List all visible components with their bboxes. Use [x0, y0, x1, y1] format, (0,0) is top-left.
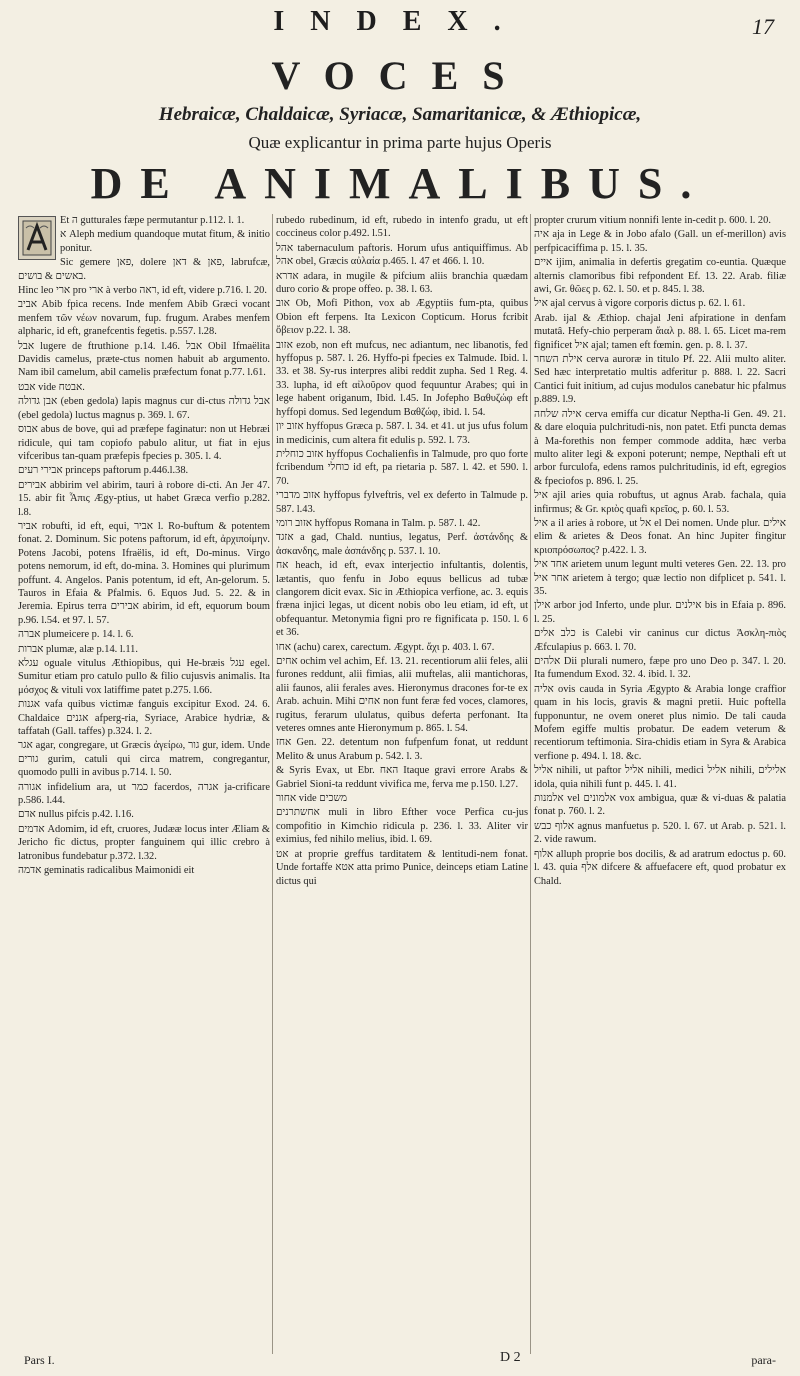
entry-list-right: [534, 214, 786, 888]
section-title: DE ANIMALIBUS.: [90, 159, 710, 208]
entry-list-left: [18, 214, 270, 878]
dictionary-entry: אבן גדולה (eben gedola) lapis magnus cur di-ctus אבל גדולה (ebel gedola) luctus magnus p. 369. l. 67.: [18, 396, 270, 421]
dictionary-entry: אחור vide משכים: [276, 793, 348, 805]
dictionary-entry: אדמה geminatis radicalibus Maimonidi eit: [18, 865, 195, 877]
entry-list-middle: [276, 214, 528, 888]
dictionary-entry: אגנות vafa quibus victimæ fanguis excipitur Exod. 24. 6. Chaldaice אגנים afperg-ria, Syriace, Arabice hydriæ, & taffatah (Gall. taffes) p.324. l. 2.: [18, 699, 270, 738]
dictionary-entry: אח heach, id eft, evax interjectio infultantis, dolentis, lætantis, quo fenfu in Jobo equus bellicus ad tubæ clangorem dicit evax. Sic in Æthiopica verfione, ac. 3. equis fræna injici legas, ut dicent nobis obo leu etiam, id eft, ut obfequantur. Metonymia figni pro re fignificata p. 150. l. 6 et 36.: [276, 560, 528, 639]
dictionary-entry: אחד איל arietem unum legunt multi veteres Gen. 22. 13. pro אחר איל arietem à tergo; quæ lectio non difplicet p. 541. l. 35.: [534, 559, 786, 597]
dictionary-entry: אברות plumæ, alæ p.14. l.11.: [18, 643, 138, 655]
dictionary-entry: אברה plumeicere p. 14. l. 6.: [18, 629, 134, 641]
dictionary-entry: אביב Abib fpica recens. Inde menfem Abib Græci vocant menfem τῶν νέων novarum, fup. frugum. Arabes menfem alpharic, id eft, granefcentis fegetis. p.557. l.28.: [18, 299, 270, 338]
dictionary-entry: אהל tabernaculum paftoris. Horum ufus antiquiffimus. Ab אהל obel, Græcis αὐλαία p.465. l. 47 et 466. l. 10.: [276, 242, 528, 268]
dictionary-entry: אזוב ezob, non eft mufcus, nec adiantum, nec libanotis, fed hyffopus p. 587. l. 26. Hyffo-pi fpecies ex Talmude. Ibid. l. 33. et 38. Sy-rus interpres alibi reddit zupha. Sed 1 Reg. 4. 33. lupha, id eft αἰλοῦρον quod fequuntur Arabes; qui in lege habent origanum, Ibid. l.45. In Jofepho Βαθυζώφ eft hyffopi domus. Sed legendum Βαθζώφ, ibid. l. 54.: [276, 339, 528, 418]
dictionary-entry: Et ה gutturales fæpe permutantur p.112. l. 1.: [60, 215, 245, 226]
heading-languages: Hebraicæ, Chaldaicæ, Syriacæ, Samaritanicæ, & Æthiopicæ,: [158, 104, 642, 125]
dictionary-entry: אליל nihili, ut paftor אליל nihili, medici אליל nihili, אלילים idola, quia nihili funt p. 445. l. 41.: [534, 765, 786, 790]
dictionary-entry: propter crurum vitium nonnifi lente in-cedit p. 600. l. 20.: [534, 215, 771, 226]
dictionary-entry: איל ajal cervus à vigore corporis dictus p. 62. l. 61.: [534, 298, 746, 310]
dictionary-entry: Arab. ijal & Æthiop. chajal Jeni afpiratione in denfam mutatâ. Hefy-chio perperam ἄιαλ p. 88. l. 65. Licet ma-rem fignificet איל ajal; tamen eft fœmin. gen. p. 8. l. 37.: [534, 312, 786, 351]
dictionary-entry: אזגד a gad, Chald. nuntius, legatus, Perf. ἀστάνδης & ἀσκανδης, male ἀσπάνδης p. 537. l. 10.: [276, 532, 528, 557]
dictionary-entry: Sic gemere פאן, dolere פאן & דאן, labrufcæ, באשים & בושים.: [18, 257, 270, 282]
dictionary-entry: אבירי רעים princeps paftorum p.446.l.38.: [18, 465, 189, 477]
dictionary-entry: rubedo rubedinum, id eft, rubedo in intenfo gradu, ut eft coccineus color p.492. l.51.: [276, 215, 528, 240]
column-rule-right: [530, 214, 531, 1354]
dictionary-entry: אחו (achu) carex, carectum. Ægypt. ἄχι p. 403. l. 67.: [276, 641, 495, 653]
dictionary-entry: איים ijim, animalia in defertis gregatim co-euntia. Quæque alternis clamoribus fibi refpondent Ef. 13. 22. Arab. filiæ awi, Gr. θῶες p. 62. l. 50. et p. 845. l. 38.: [534, 257, 786, 296]
dictionary-entry: א Aleph medium quandoque mutat fitum, & initio ponitur.: [60, 229, 270, 254]
dictionary-entry: אזוב יון hyffopus Græca p. 587. l. 34. et 41. ut jus ufus folum in medicinis, cum altera fit edulis p. 592. l. 73.: [276, 421, 528, 446]
dictionary-entry: עגלא oguale vitulus Æthiopibus, qui He-bræis עגל egel. Sumitur etiam pro catulo pullo & filio cujusvis animalis. Ita μόσχος & vituli vox latiffime patet p.275. l.66.: [18, 658, 270, 696]
dictionary-entry: אלוף כבש agnus manfuetus p. 520. l. 67. ut Arab. p. 521. l. 2. vide rawum.: [534, 820, 786, 846]
page-number: 17: [752, 14, 774, 39]
dictionary-entry: אחשתרנים muli in libro Efther voce Perfica cu-jus compofitio in Kimchio ridicula p. 236. l. 33. Aliter vir eximius, fed nihilo melius, ibid. l. 69.: [276, 807, 528, 846]
dictionary-entry: איה aja in Lege & in Jobo afalo (Gall. un ef-merillon) avis perfpicaciffima p. 15. l. 35.: [534, 229, 786, 254]
dictionary-entry: אדמים Adomim, id eft, cruores, Judææ locus inter Æliam & Jericho fic dictus, propter fanguinem qui illic crebro à latronibus fundebatur p.372. l.32.: [18, 823, 270, 862]
dictionary-entry: אלהים Dii plurali numero, fæpe pro uno Deo p. 347. l. 20. Ita fumendum Exod. 32. 4. ibid. l. 32.: [534, 656, 786, 681]
dictionary-entry: אביר robufti, id eft, equi, אביר l. Ro-buftum & potentem fonat. 2. Dominum. Sic potens paftorum, id eft, ἀρχιποίμην. Potens Jacobi, potens Ifraëlis, id eft, Do-minus. Virgo potens nemorum, id eft, do-mina. 3. Homines qui plurimum poffunt. 4. Angelos. Panis potentum, id eft, An-gelorum. 5. Tauros in Efaia & Pfalmis. 6. Equos Jud. 5. 22. & in Jeremia. Epirus terra אבירים abirim, id eft, equorum boum p.96. l.54. et 97. l. 57.: [18, 520, 270, 626]
dictionary-entry: אבוס abus de bove, qui ad præfepe faginatur: non ut Hebræi ridicule, qui tam copiofo pabulo alitur, ut fiat in ejus vifceribus tan-quam præfepis fpecies p. 305. l. 4.: [18, 424, 270, 462]
dictionary-entry: אדרא adara, in mugile & pifcium aliis branchia quædam duro corio & prope offeo. p. 38. l. 63.: [276, 270, 528, 296]
dictionary-entry: כלב אלים is Calebi vir caninus cur dictus Ἀσκλη-πιὸς Æfculapius p. 663. l. 70.: [534, 628, 786, 653]
dictionary-entry: אילן arbor jod Inferto, unde plur. אילנים bis in Efaia p. 896. l. 25.: [534, 600, 786, 625]
dictionary-entry: Hinc leo ארי pro ארי à verbo ראה, id eft, videre p.716. l. 20.: [18, 285, 267, 297]
dictionary-entry: אחים ochim vel achim, Ef. 13. 21. recentiorum alii feles, alii furones reddunt, alii fimias, alii muftelas, alii mantichoras, alii faunos, alii ferales aves. Hieronymus dracones for-te ex Arab. achuin. Mihi אחים non funt feræ fed voces, clamores, rugitus, ferarum ululatus, quibus deferta perfonant. Ita veteres omnes ante Hieronymum p. 865. l. 54.: [276, 656, 528, 735]
column-rule-left: [272, 214, 273, 1354]
dictionary-entry: אליה ovis cauda in Syria Ægypto & Arabia longe craffior quam in his locis, gravis & magni pretii. Huic poftella fupponuntur, ne ovem oneret plus nimio. De tali cauda Mofem egiffe multis probatur. De eadem veterum & recentiorum teftimonia. Sira-chidis etiam in Syra & Arabica verfione p. 494. l. 18. &c.: [534, 683, 786, 762]
column-middle: [276, 214, 528, 1364]
dictionary-entry: אלוף alluph proprie bos docilis, & ad aratrum edoctus p. 60. l. 43. quia אלף difcere & affuefacere eft, quod probatur ex Chald.: [534, 848, 786, 887]
dictionary-entry: אזוב מדברי hyffopus fylveftris, vel ex deferto in Talmude p. 587. l.43.: [276, 490, 528, 515]
dictionary-entry: אוב Ob, Mofi Pithon, vox ab Ægyptiis fum-pta, quibus Obion eft ferpens. Ita Lexicon Copticum. Horus fcribit ὄβειον p.22. l. 38.: [276, 298, 528, 337]
dictionary-entry: אזוב רומי hyffopus Romana in Talm. p. 587. l. 42.: [276, 517, 481, 529]
heading-voces: VOCES: [271, 53, 529, 98]
dictionary-entry: אט at proprie greffus tarditatem & lentitudi-nem fonat. Unde fortaffe אטא atta primo Punice, deinceps etiam Latine dictus qui: [276, 848, 528, 887]
gathering-mark: D 2: [500, 1350, 521, 1365]
dictionary-entry: אחז Gen. 22. detentum non fufpenfum fonat, ut reddunt Melito & unus Arabum p. 542. l. 3.: [276, 737, 528, 762]
column-right: [534, 214, 786, 1364]
dictionary-entry: איל a il aries à robore, ut אל el Dei nomen. Unde plur. אילים elim & arietes & Deos fonat. An hinc Jupiter fingitur κριοπρόσωπος? p.422. l. 3.: [534, 517, 786, 556]
dictionary-entry: אגר agar, congregare, ut Græcis ἀγείρω, גור gur, idem. Unde גורים gurim, catuli qui circa matrem, congregantur, quomodo pulli in avibus p.714. l. 50.: [18, 740, 270, 779]
dictionary-entry: אילת השחר cerva auroræ in titulo Pf. 22. Alii multo aliter. Sed hæc interpretatio multis adferitur p. 888. l. 22. Sacri Cantici fuit initium, ad cujus modulos canebatur hic pfalmus p.889. l.9.: [534, 354, 786, 406]
dictionary-entry: אדם nullus pifcis p.42. l.16.: [18, 809, 134, 821]
signature-mark: Pars I.: [24, 1353, 55, 1367]
dictionary-entry: איל ajil aries quia robuftus, ut agnus Arab. fachala, quia infirmus; & Gr. κριὸς quafi κρεῖος, p. 60. l. 53.: [534, 490, 786, 515]
dictionary-entry: אזוב כוחלית hyffopus Cochalienfis in Talmude, pro quo forte fcribendum כוחלי id eft, pa rietaria p. 587. l. 42. et 590. l. 70.: [276, 448, 528, 487]
column-left: [18, 214, 270, 1364]
dictionary-entry: אלמנות vel אלמונים vox ambigua, quæ & vi-duas & palatia fonat p. 760. l. 2.: [534, 793, 786, 818]
running-head-index: INDEX.: [273, 6, 527, 37]
dictionary-entry: & Syris Evax, ut Ebr. האח Itaque gravi errore Arabs & Gabriel Sioni-ta reddunt vivifica me, ferva me p.150. l.27.: [276, 765, 528, 790]
dictionary-entry: אילה שלחה cerva emiffa cur dicatur Neptha-li Gen. 49. 21. & dare eloquia pulchritudi-nis, non patet. Etfi puncta demas à Ma-forethis non femper commode addita, hæc verba multo aliter legi & exponi poterunt; nempe, Nepthali eft ut arbor furculofa, edens ramos pulchritudinis, id eft, egregios & fpeciofos p. 896. l. 25.: [534, 408, 786, 487]
dictionary-entry: אגורה infidelium ara, ut כמר facerdos, אגרה ja-crificare p.586. l.44.: [18, 781, 270, 807]
decorated-initial-icon: [18, 216, 56, 260]
heading-subtitle: Quæ explicantur in prima parte hujus Operis: [248, 133, 552, 152]
catchword: para-: [751, 1353, 776, 1367]
dictionary-entry: אבירים abbirim vel abirim, tauri à robore di-cti. An Jer 47. 15. abir fit Ἆπις Ægy-ptius, ut habet Græca verfio p.282. l.8.: [18, 479, 270, 518]
dictionary-entry: אבל lugere de ftruthione p.14. l.46. אבל Obil Ifmaëlita Davidis camelus, præte-ctus nomen habuit ab argumento. Nam ibil camelum, abil camelis præfectum fonat p.77. l.61.: [18, 340, 270, 379]
dictionary-entry: אבט vide אבטח.: [18, 381, 85, 393]
